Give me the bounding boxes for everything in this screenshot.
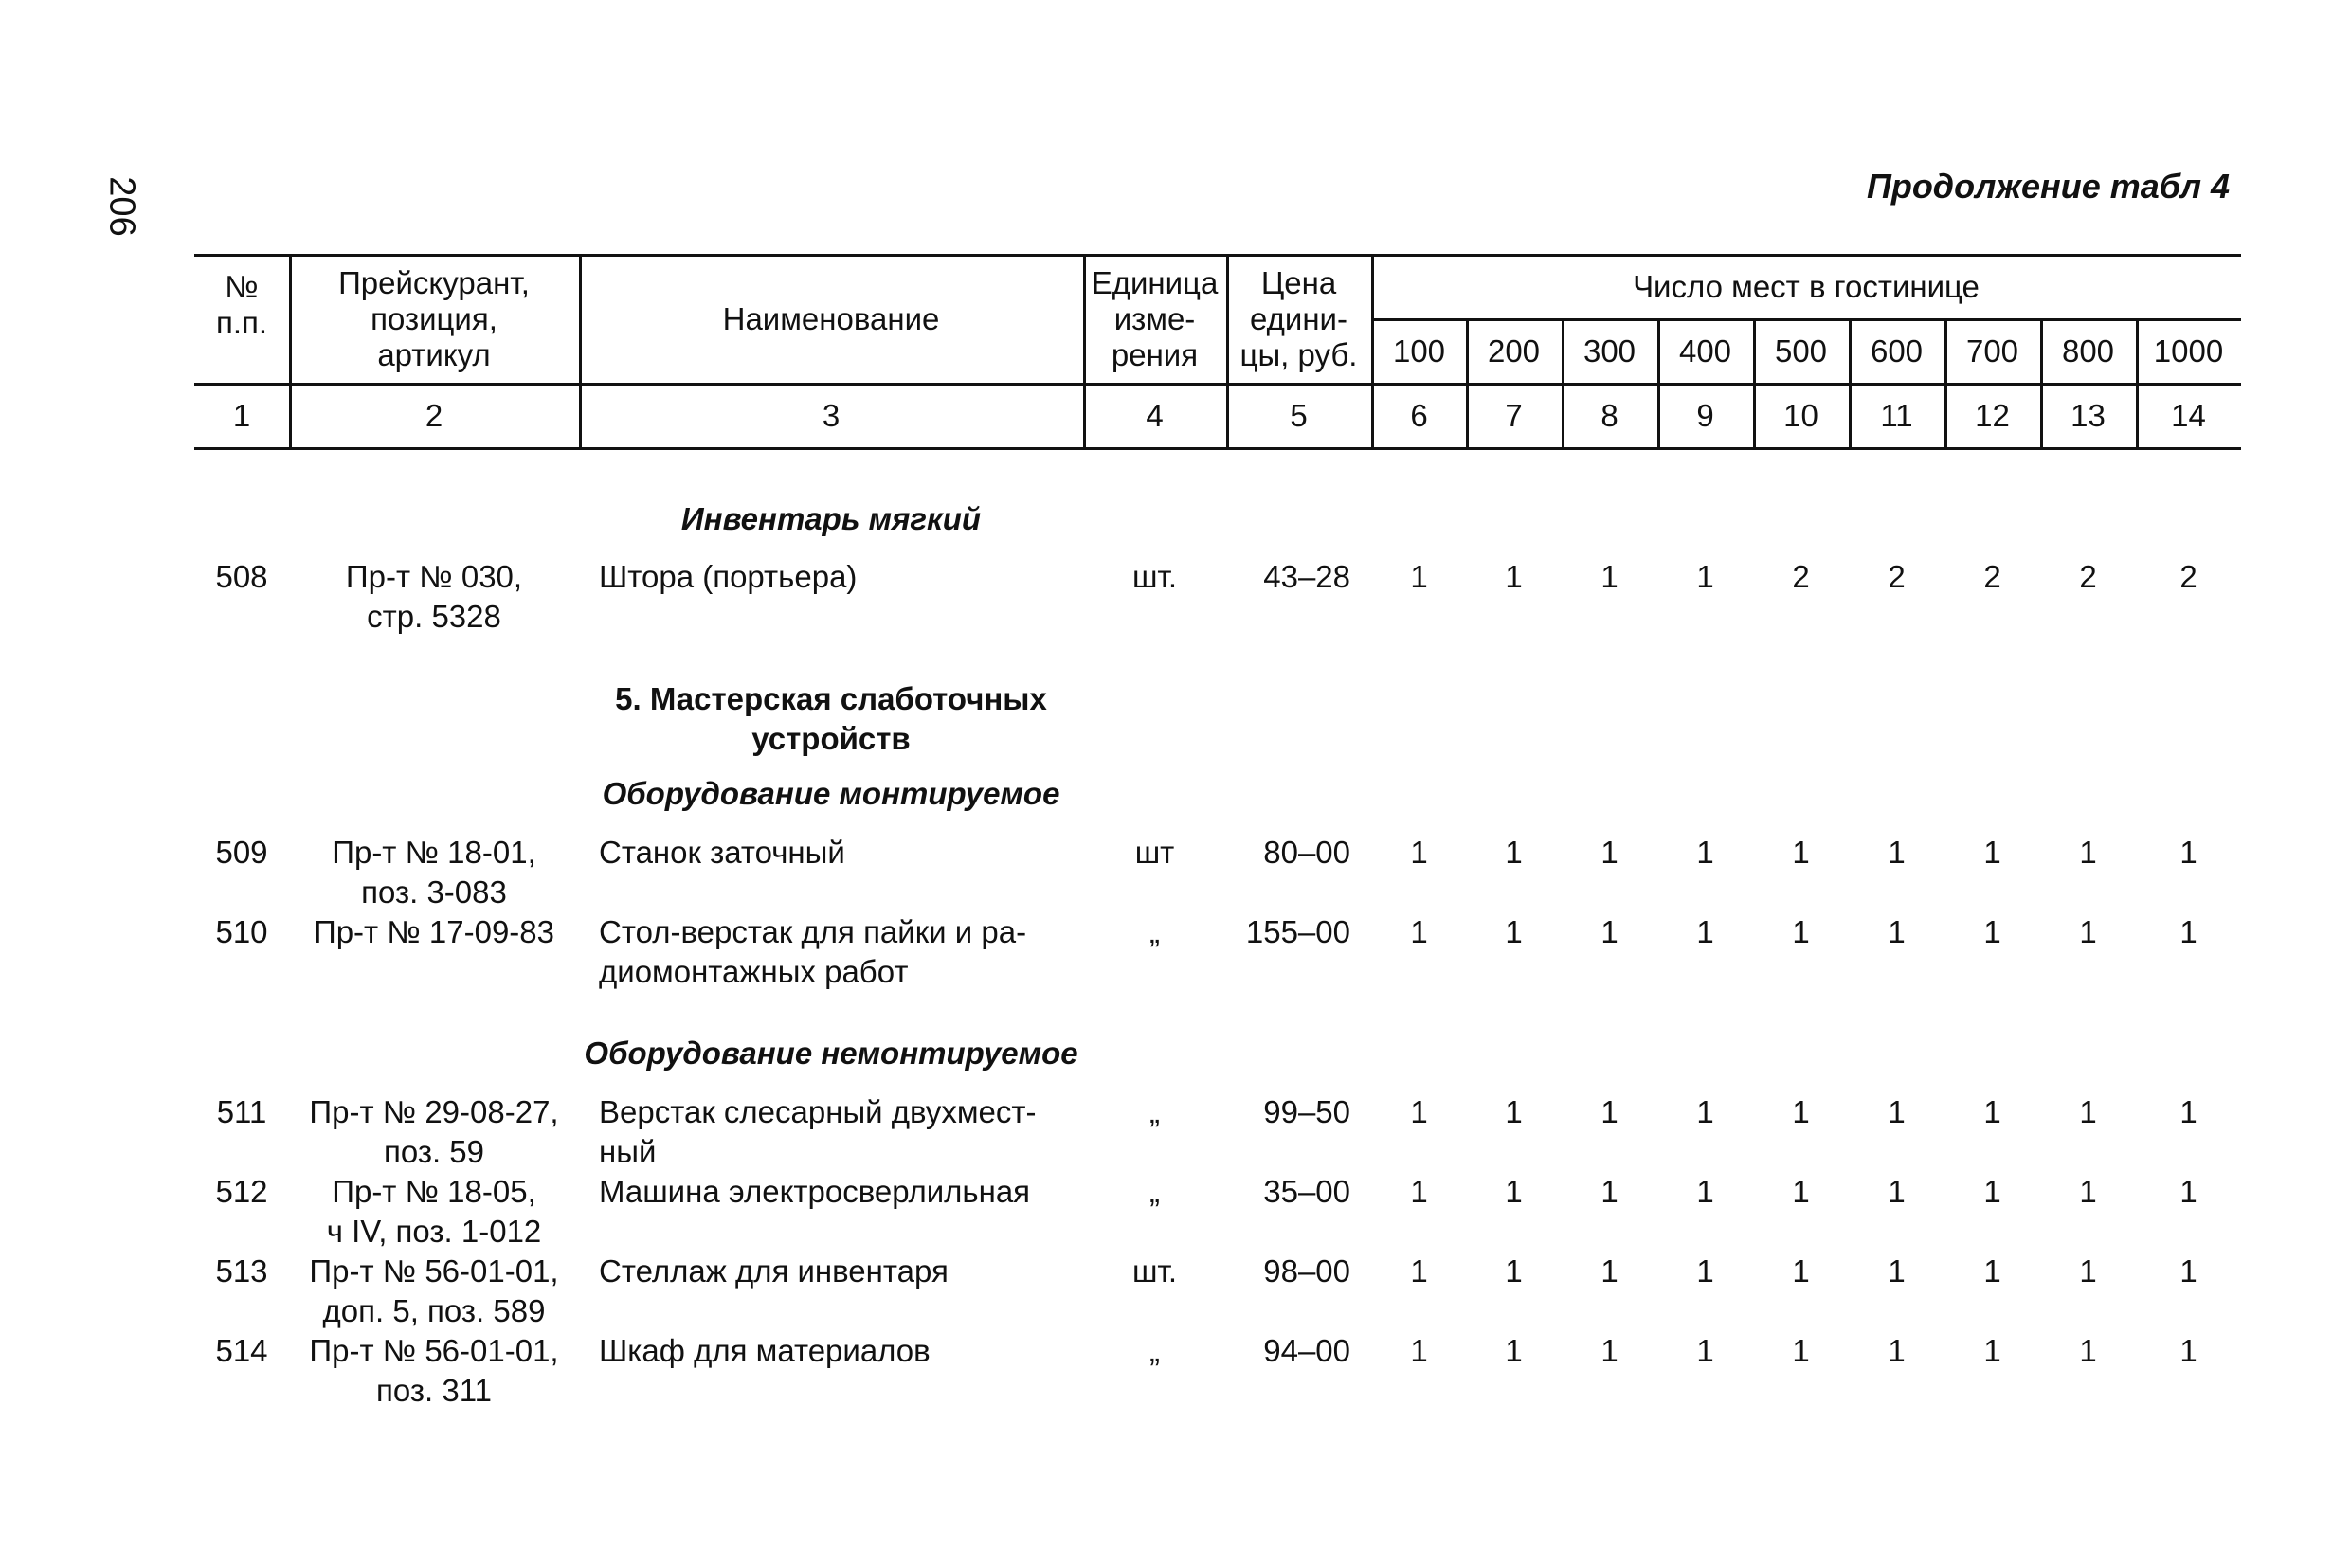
row-quantity-800: 1	[2079, 1094, 2097, 1129]
row-quantity-400: 1	[1696, 914, 1714, 949]
row-quantity-800: 1	[2079, 1253, 2097, 1289]
row-item-name: Шкаф для материалов	[599, 1333, 931, 1368]
row-quantity-400: 1	[1696, 1253, 1714, 1289]
row-quantity-200: 1	[1505, 1253, 1523, 1289]
header-unit: Единица изме- рения	[1091, 265, 1219, 372]
row-quantity-200: 1	[1505, 1333, 1523, 1368]
row-item-name: Станок заточный	[599, 835, 845, 870]
header-column-number: 5	[1290, 398, 1308, 433]
row-number: 514	[215, 1333, 268, 1368]
row-quantity-100: 1	[1410, 1253, 1428, 1289]
header-column-number: 14	[2171, 398, 2206, 433]
header-column-number: 11	[1880, 398, 1913, 433]
header-column-number: 13	[2071, 398, 2106, 433]
row-quantity-400: 1	[1696, 835, 1714, 870]
row-unit-price: 94–00	[1263, 1333, 1350, 1368]
row-price-list-ref: Пр-т № 030, стр. 5328	[345, 559, 523, 634]
row-quantity-700: 1	[1983, 1333, 2001, 1368]
row-price-list-ref: Пр-т № 56-01-01, доп. 5, поз. 589	[309, 1253, 559, 1328]
page-number: 206	[101, 176, 142, 237]
row-quantity-500: 1	[1792, 1253, 1810, 1289]
row-quantity-500: 1	[1792, 1094, 1810, 1129]
header-number: № п.п.	[215, 269, 268, 340]
row-price-list-ref: Пр-т № 18-01, поз. 3-083	[332, 835, 536, 910]
row-quantity-400: 1	[1696, 1174, 1714, 1209]
row-quantity-300: 1	[1600, 1333, 1619, 1368]
header-capacity-200: 200	[1487, 333, 1541, 369]
header-column-number: 1	[232, 398, 251, 433]
section-workshop: 5. Мастерская слаботочных устройств	[615, 681, 1047, 756]
header-capacity-1000: 1000	[2153, 333, 2224, 369]
row-unit: шт.	[1131, 1253, 1178, 1289]
row-quantity-200: 1	[1505, 1094, 1523, 1129]
section-soft-inventory: Инвентарь мягкий	[680, 501, 982, 536]
row-quantity-100: 1	[1410, 1174, 1428, 1209]
row-price-list-ref: Пр-т № 18-05, ч IV, поз. 1-012	[326, 1174, 542, 1249]
header-capacity-700: 700	[1965, 333, 2019, 369]
row-quantity-1000: 2	[2179, 559, 2197, 594]
row-unit: „	[1149, 1333, 1160, 1368]
row-quantity-600: 1	[1888, 835, 1906, 870]
row-item-name: Стол-верстак для пайки и ра- диомонтажных работ	[599, 914, 1027, 989]
row-quantity-100: 1	[1410, 1333, 1428, 1368]
header-column-number: 2	[425, 398, 443, 433]
header-capacity-100: 100	[1392, 333, 1446, 369]
row-quantity-600: 1	[1888, 914, 1906, 949]
header-column-number: 12	[1975, 398, 2010, 433]
row-quantity-1000: 1	[2179, 835, 2197, 870]
header-capacity-300: 300	[1582, 333, 1637, 369]
row-quantity-1000: 1	[2179, 1174, 2197, 1209]
header-column-number: 7	[1505, 398, 1523, 433]
row-unit: шт	[1134, 835, 1175, 870]
row-quantity-300: 1	[1600, 1094, 1619, 1129]
row-quantity-600: 1	[1888, 1094, 1906, 1129]
row-number: 509	[215, 835, 268, 870]
row-number: 511	[216, 1094, 267, 1129]
row-quantity-300: 1	[1600, 559, 1619, 594]
row-quantity-700: 1	[1983, 1253, 2001, 1289]
row-quantity-100: 1	[1410, 1094, 1428, 1129]
row-quantity-200: 1	[1505, 559, 1523, 594]
row-item-name: Стеллаж для инвентаря	[599, 1253, 949, 1289]
row-quantity-100: 1	[1410, 559, 1428, 594]
row-unit-price: 43–28	[1263, 559, 1350, 594]
header-name: Наименование	[722, 301, 940, 336]
row-quantity-800: 1	[2079, 914, 2097, 949]
row-unit-price: 35–00	[1263, 1174, 1350, 1209]
section-unmounted-equipment: Оборудование немонтируемое	[584, 1036, 1078, 1071]
row-quantity-800: 1	[2079, 1174, 2097, 1209]
row-price-list-ref: Пр-т № 29-08-27, поз. 59	[309, 1094, 559, 1169]
row-quantity-300: 1	[1600, 1174, 1619, 1209]
row-unit: „	[1149, 1174, 1160, 1209]
row-item-name: Штора (портьера)	[599, 559, 858, 594]
header-column-number: 4	[1146, 398, 1164, 433]
header-column-number: 10	[1783, 398, 1818, 433]
header-capacity-800: 800	[2061, 333, 2115, 369]
row-quantity-700: 1	[1983, 1094, 2001, 1129]
header-capacity-400: 400	[1678, 333, 1732, 369]
row-number: 512	[215, 1174, 268, 1209]
row-quantity-200: 1	[1505, 1174, 1523, 1209]
row-quantity-400: 1	[1696, 1333, 1714, 1368]
row-unit: „	[1149, 1094, 1160, 1129]
row-quantity-800: 2	[2079, 559, 2097, 594]
header-places: Число мест в гостинице	[1633, 269, 1980, 304]
header-column-number: 8	[1600, 398, 1619, 433]
row-quantity-100: 1	[1410, 914, 1428, 949]
row-quantity-1000: 1	[2179, 1333, 2197, 1368]
table-continuation-title: Продолжение табл 4	[1866, 167, 2230, 206]
row-quantity-700: 2	[1983, 559, 2001, 594]
header-column-number: 3	[822, 398, 841, 433]
row-quantity-600: 1	[1888, 1253, 1906, 1289]
header-capacity-600: 600	[1870, 333, 1924, 369]
row-quantity-600: 1	[1888, 1333, 1906, 1368]
header-capacity-500: 500	[1774, 333, 1828, 369]
section-mounted-equipment: Оборудование монтируемое	[602, 776, 1060, 811]
row-number: 508	[215, 559, 268, 594]
row-price-list-ref: Пр-т № 17-09-83	[313, 914, 554, 949]
header-price-list: Прейскурант, позиция, артикул	[338, 265, 530, 372]
row-quantity-300: 1	[1600, 835, 1619, 870]
header-column-number: 9	[1696, 398, 1714, 433]
row-unit-price: 99–50	[1263, 1094, 1350, 1129]
row-quantity-700: 1	[1983, 1174, 2001, 1209]
row-quantity-200: 1	[1505, 914, 1523, 949]
row-quantity-600: 2	[1888, 559, 1906, 594]
row-item-name: Верстак слесарный двухмест- ный	[599, 1094, 1037, 1169]
row-quantity-1000: 1	[2179, 1253, 2197, 1289]
row-quantity-600: 1	[1888, 1174, 1906, 1209]
row-quantity-1000: 1	[2179, 1094, 2197, 1129]
row-price-list-ref: Пр-т № 56-01-01, поз. 311	[309, 1333, 559, 1408]
row-quantity-800: 1	[2079, 1333, 2097, 1368]
row-item-name: Машина электросверлильная	[599, 1174, 1031, 1209]
row-quantity-300: 1	[1600, 914, 1619, 949]
row-quantity-200: 1	[1505, 835, 1523, 870]
row-quantity-400: 1	[1696, 559, 1714, 594]
row-quantity-500: 2	[1792, 559, 1810, 594]
row-quantity-700: 1	[1983, 914, 2001, 949]
row-unit: „	[1149, 914, 1160, 949]
row-quantity-100: 1	[1410, 835, 1428, 870]
row-unit: шт.	[1131, 559, 1178, 594]
row-unit-price: 98–00	[1263, 1253, 1350, 1289]
header-column-number: 6	[1410, 398, 1428, 433]
row-quantity-500: 1	[1792, 914, 1810, 949]
row-quantity-400: 1	[1696, 1094, 1714, 1129]
row-number: 510	[215, 914, 268, 949]
row-quantity-800: 1	[2079, 835, 2097, 870]
header-unit-price: Цена едини- цы, руб.	[1239, 265, 1358, 372]
row-quantity-500: 1	[1792, 1174, 1810, 1209]
row-unit-price: 155–00	[1245, 914, 1350, 949]
row-quantity-700: 1	[1983, 835, 2001, 870]
row-quantity-500: 1	[1792, 1333, 1810, 1368]
row-quantity-300: 1	[1600, 1253, 1619, 1289]
row-unit-price: 80–00	[1263, 835, 1350, 870]
row-quantity-1000: 1	[2179, 914, 2197, 949]
row-quantity-500: 1	[1792, 835, 1810, 870]
row-number: 513	[215, 1253, 268, 1289]
